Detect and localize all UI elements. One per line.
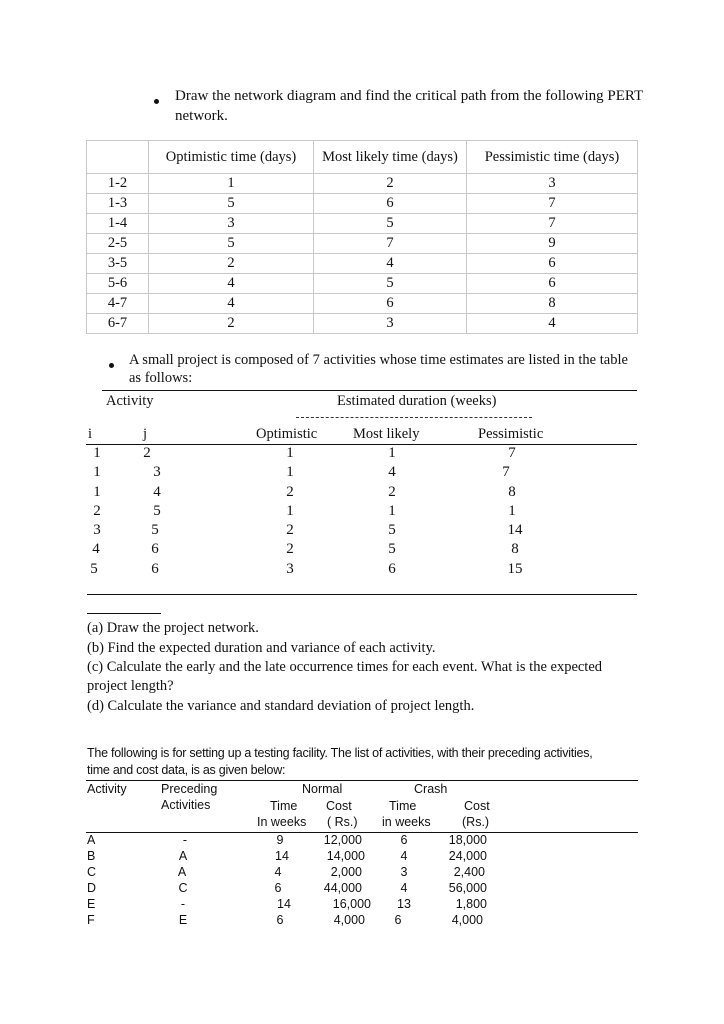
cell-normal-time: 14	[275, 849, 289, 863]
table-top-rule	[86, 780, 638, 781]
cell-crash-time: 3	[400, 865, 408, 879]
table-cell: 2	[149, 314, 314, 334]
cell-pessimistic: 15	[507, 561, 523, 577]
cell-crash-time: 13	[397, 897, 411, 911]
cell-preceding: E	[178, 913, 188, 927]
cell-normal-time: 6	[274, 881, 282, 895]
cell-most-likely: 5	[388, 522, 396, 538]
table-cell: 9	[467, 234, 638, 254]
cell-pessimistic: 7	[508, 445, 516, 461]
q2-text-line1: A small project is composed of 7 activities whose time estimates are listed in the table	[129, 352, 628, 368]
table-cell: 6	[467, 274, 638, 294]
cell-optimistic: 1	[286, 445, 294, 461]
table-cell: 4	[149, 294, 314, 314]
header-rule	[86, 832, 638, 833]
cell-j: 5	[151, 522, 159, 538]
cell-crash-cost: 56,000	[448, 881, 487, 895]
cell-crash-time: 4	[400, 881, 408, 895]
header-crash-time: Time	[389, 799, 417, 813]
cell-optimistic: 2	[286, 484, 294, 500]
cell-crash-time: 6	[400, 833, 408, 847]
table-row	[87, 234, 638, 254]
cell-activity: A	[87, 833, 96, 847]
cell-i: 4	[92, 541, 100, 557]
table-row	[87, 314, 638, 334]
cell-i: 1	[93, 464, 101, 480]
cell-preceding: A	[177, 865, 187, 879]
header-crash-cost: Cost	[464, 799, 490, 813]
cell-most-likely: 5	[388, 541, 396, 557]
cell-normal-time: 9	[276, 833, 284, 847]
table-cell: 7	[467, 194, 638, 214]
group-header-activity: Activity	[106, 393, 154, 409]
table-cell: 6-7	[87, 314, 149, 334]
table-cell: 1-3	[87, 194, 149, 214]
table-cell: 1-4	[87, 214, 149, 234]
part-c: (c) Calculate the early and the late occurrence times for each event. What is the expected	[87, 659, 603, 675]
cell-most-likely: 4	[388, 464, 396, 480]
cell-preceding: -	[182, 833, 188, 847]
table-cell: 5	[314, 274, 467, 294]
header-crash-cost-unit: (Rs.)	[462, 815, 490, 829]
table-cell: 4	[314, 254, 467, 274]
header-normal-time: Time	[270, 799, 298, 813]
header-normal-cost-unit: ( Rs.)	[327, 815, 358, 829]
table-cell: 3	[314, 314, 467, 334]
header-preceding-2: Activities	[161, 798, 211, 812]
col-header-optimistic: Optimistic	[256, 426, 318, 442]
part-c-cont: project length?	[87, 678, 174, 694]
cell-normal-cost: 4,000	[333, 913, 365, 927]
table-cell: 6	[314, 194, 467, 214]
cell-crash-cost: 18,000	[448, 833, 487, 847]
table-cell: 2-5	[87, 234, 149, 254]
table-row	[87, 194, 638, 214]
col-header-i: i	[88, 426, 93, 442]
table-header	[87, 141, 149, 174]
footnote-rule	[87, 613, 161, 614]
cell-most-likely: 2	[388, 484, 396, 500]
header-normal-cost: Cost	[326, 799, 352, 813]
table-row	[87, 214, 638, 234]
cell-i: 2	[93, 503, 101, 519]
table-header: Optimistic time (days)	[149, 141, 314, 174]
cell-crash-cost: 1,800	[455, 897, 487, 911]
q3-text-line1: The following is for setting up a testing facility. The list of activities, with their preceding activities,	[87, 746, 593, 760]
cell-optimistic: 2	[286, 522, 294, 538]
cell-crash-time: 4	[400, 849, 408, 863]
cell-activity: E	[87, 897, 96, 911]
table-cell: 2	[149, 254, 314, 274]
cell-pessimistic: 7	[502, 464, 510, 480]
table-cell: 1-2	[87, 174, 149, 194]
group-divider	[296, 417, 532, 418]
q1-text-line2: network.	[175, 108, 228, 124]
cell-preceding: A	[178, 849, 188, 863]
q3-text-line2: time and cost data, is as given below:	[87, 763, 286, 777]
table-header: Most likely time (days)	[314, 141, 467, 174]
table-cell: 7	[314, 234, 467, 254]
table-cell: 6	[467, 254, 638, 274]
header-activity: Activity	[87, 782, 127, 796]
cell-optimistic: 3	[286, 561, 294, 577]
cell-crash-cost: 2,400	[453, 865, 485, 879]
cell-activity: B	[87, 849, 96, 863]
cell-j: 4	[153, 484, 161, 500]
col-header-most-likely: Most likely	[353, 426, 420, 442]
part-a: (a) Draw the project network.	[87, 620, 259, 636]
table-cell: 5	[149, 194, 314, 214]
table-cell: 4-7	[87, 294, 149, 314]
table-cell: 6	[314, 294, 467, 314]
part-d: (d) Calculate the variance and standard deviation of project length.	[87, 698, 475, 714]
table-row	[87, 294, 638, 314]
cell-normal-time: 4	[274, 865, 282, 879]
cell-j: 6	[151, 541, 159, 557]
table-cell: 4	[467, 314, 638, 334]
cell-normal-cost: 14,000	[326, 849, 365, 863]
cell-activity: D	[87, 881, 97, 895]
table-bottom-rule	[87, 594, 637, 595]
table-cell: 3-5	[87, 254, 149, 274]
cell-most-likely: 1	[388, 503, 396, 519]
header-crash-time-unit: in weeks	[382, 815, 431, 829]
table-cell: 3	[149, 214, 314, 234]
cell-optimistic: 1	[286, 503, 294, 519]
table-cell: 1	[149, 174, 314, 194]
cell-crash-cost: 24,000	[448, 849, 487, 863]
part-b: (b) Find the expected duration and variance of each activity.	[87, 640, 436, 656]
cell-normal-cost: 44,000	[323, 881, 362, 895]
cell-i: 1	[93, 484, 101, 500]
cell-most-likely: 6	[388, 561, 396, 577]
cell-normal-cost: 12,000	[323, 833, 362, 847]
cell-j: 6	[151, 561, 159, 577]
header-crash: Crash	[414, 782, 448, 796]
cell-preceding: -	[180, 897, 186, 911]
cell-pessimistic: 1	[508, 503, 516, 519]
table-top-rule	[102, 390, 637, 391]
q2-text-line2: as follows:	[129, 370, 193, 386]
table-cell: 3	[467, 174, 638, 194]
table-cell: 4	[149, 274, 314, 294]
cell-optimistic: 1	[286, 464, 294, 480]
header-preceding: Preceding	[161, 782, 218, 796]
cell-normal-cost: 16,000	[332, 897, 371, 911]
table-row	[87, 254, 638, 274]
cell-pessimistic: 8	[511, 541, 519, 557]
cell-activity: C	[87, 865, 97, 879]
table-cell: 5	[314, 214, 467, 234]
cell-i: 5	[90, 561, 98, 577]
cell-i: 1	[93, 445, 101, 461]
header-normal: Normal	[302, 782, 343, 796]
table-header: Pessimistic time (days)	[467, 141, 638, 174]
table-cell: 5	[149, 234, 314, 254]
col-header-j: j	[143, 426, 148, 442]
bullet-icon	[154, 99, 159, 104]
cell-j: 5	[153, 503, 161, 519]
cell-most-likely: 1	[388, 445, 396, 461]
cell-crash-cost: 4,000	[451, 913, 483, 927]
cell-i: 3	[93, 522, 101, 538]
group-header-duration: Estimated duration (weeks)	[337, 393, 497, 409]
table-header-row	[87, 141, 638, 174]
cell-j: 2	[143, 445, 151, 461]
cell-preceding: C	[178, 881, 188, 895]
cell-j: 3	[153, 464, 161, 480]
header-normal-time-unit: In weeks	[257, 815, 307, 829]
cell-pessimistic: 8	[508, 484, 516, 500]
pert-table	[86, 140, 638, 334]
cell-normal-time: 6	[276, 913, 284, 927]
table-cell: 7	[467, 214, 638, 234]
col-header-pessimistic: Pessimistic	[478, 426, 544, 442]
table-cell: 5-6	[87, 274, 149, 294]
q1-text-line1: Draw the network diagram and find the critical path from the following PERT	[175, 88, 644, 104]
table-row	[87, 274, 638, 294]
table-cell: 2	[314, 174, 467, 194]
cell-activity: F	[87, 913, 95, 927]
table-cell: 8	[467, 294, 638, 314]
header-rule	[86, 444, 637, 445]
cell-optimistic: 2	[286, 541, 294, 557]
bullet-icon	[109, 363, 114, 368]
cell-normal-time: 14	[277, 897, 291, 911]
cell-normal-cost: 2,000	[330, 865, 362, 879]
table-row	[87, 174, 638, 194]
cell-pessimistic: 14	[507, 522, 523, 538]
cell-crash-time: 6	[394, 913, 402, 927]
